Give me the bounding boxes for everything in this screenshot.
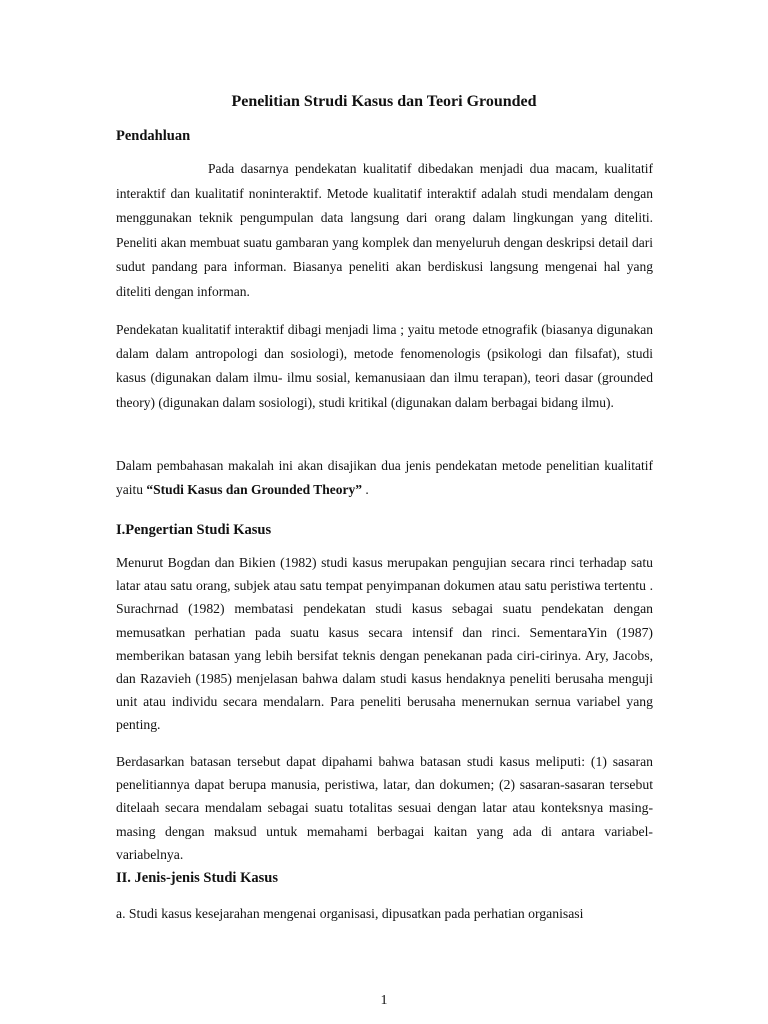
paragraph-studi-kasus-2: Berdasarkan batasan tersebut dapat dipahami bahwa batasan studi kasus meliputi: (1) sasaran penelitiannya dapat berupa manusia, peristiwa, latar, dan dokumen; (2) sasaran-sasaran tersebut ditelaah secara mendalam sebagai suatu totalitas sesuai dengan latar atau konteksnya masing-masing dengan maksud untuk memahami berbagai kaitan yang ada di antara variabel-variabelnya. <box>116 754 653 862</box>
paragraph-intro-2: Pendekatan kualitatif interaktif dibagi menjadi lima ; yaitu metode etnografik (biasanya digunakan dalam dalam antropologi dan sosiologi), metode fenomenologis (psikologi dan filsafat), studi kasus (digunakan dalam ilmu- ilmu sosial, kemanusiaan dan ilmu terapan), teori dasar (grounded theory) (digunakan dalam sosiologi), studi kritikal (digunakan dalam berbagai bidang ilmu). <box>116 322 653 410</box>
heading-pengertian-studi-kasus: I.Pengertian Studi Kasus <box>116 522 272 538</box>
heading-jenis-studi-kasus: II. Jenis-jenis Studi Kasus <box>116 870 278 886</box>
paragraph-intro-3-suffix: . <box>361 482 369 498</box>
paragraph-intro-1: Pada dasarnya pendekatan kualitatif dibedakan menjadi dua macam, kualitatif interaktif dan kualitatif noninteraktif. Metode kualitatif interaktif adalah studi mendalam dengan menggunakan teknik pengumpulan data langsung dari orang dalam lingkungan yang diteliti. Peneliti akan membuat suatu gambaran yang komplek dan menyeluruh dengan deskripsi detail dari sudut pandang para informan. Biasanya peneliti akan berdiskusi langsung mengenai hal yang diteliti dengan informan. <box>116 161 653 299</box>
paragraph-intro-3-bold: “Studi Kasus dan Grounded Theory” <box>146 482 362 498</box>
heading-pendahuluan: Pendahluan <box>116 128 191 144</box>
paragraph-jenis-1: a. Studi kasus kesejarahan mengenai organisasi, dipusatkan pada perhatian organisasi <box>116 906 584 921</box>
paragraph-intro-3-text: Dalam pembahasan makalah ini akan disajikan dua jenis pendekatan metode penelitian kualitatif yaitu <box>116 458 653 498</box>
document-title: Penelitian Strudi Kasus dan Teori Grounded <box>231 93 537 110</box>
page-number: 1 <box>380 993 388 1008</box>
paragraph-studi-kasus-1: Menurut Bogdan dan Bikien (1982) studi kasus merupakan pengujian secara rinci terhadap satu latar atau satu orang, subjek atau satu tempat penyimpanan dokumen atau satu peristiwa tertentu . Surachrnad (1982) membatasi pendekatan studi kasus sebagai suatu pendekatan dengan memusatkan perhatian pada suatu kasus secara intensif dan rinci. SementaraYin (1987) memberikan batasan yang lebih bersifat teknis dengan penekanan pada ciri-cirinya. Ary, Jacobs, dan Razavieh (1985) menjelasan bahwa dalam studi kasus hendaknya peneliti berusaha menguji unit atau individu secara mendalarn. Para peneliti berusaha menernukan sernua variabel yang penting. <box>116 555 653 733</box>
paragraph-intro-3 <box>116 454 653 502</box>
